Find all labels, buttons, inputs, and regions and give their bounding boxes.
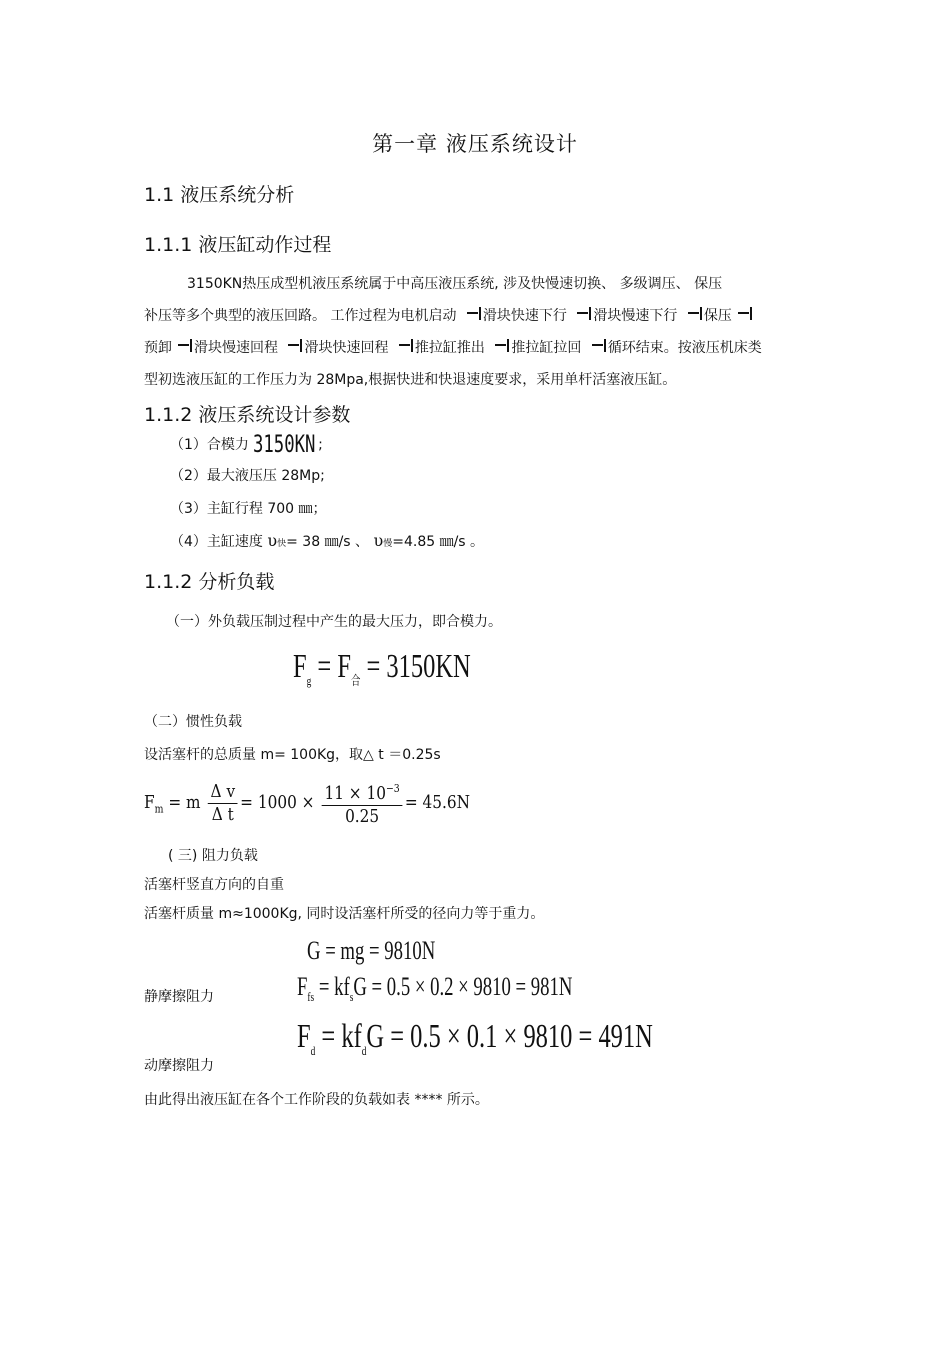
frac-den-2: 0.25 [345,806,380,827]
line2-text-a: 补压等多个典型的液压回路。 工作过程为电机启动 [144,308,457,324]
final-line: 由此得出液压缸在各个工作阶段的负载如表 **** 所示。 [144,1092,489,1108]
eq1-sub-g: g [306,672,312,688]
arrow-icon [577,307,591,321]
velocity-slow-sub: 慢 [383,539,393,549]
param-4-mid: = 38 ㎜/s 、 [286,534,370,550]
param-1-label: （1）合模力 [170,437,249,453]
step-pull-back: 推拉缸拉回 [511,340,582,356]
section-1-1-2-load-heading: 1.1.2 分析负载 [144,571,275,593]
param-1 [170,428,323,461]
eq1-end: = 3150KN [360,648,471,685]
step-slow-return: 滑块慢速回程 [194,340,278,356]
load-item-2: （二）惯性负载 [144,714,242,730]
arrow-icon [178,339,192,353]
arrow-icon [288,339,302,353]
step-end: 循环结束。按液压机床类 [607,340,762,356]
eq5-c: G = 0.5 × 0.1 × 9810 = 491N [366,1018,653,1055]
param-4 [170,525,484,560]
step-hold: 保压 [703,308,732,324]
equation-clamping-force [293,648,540,689]
load-item-2-line: 设活塞杆的总质量 m= 100Kg，取△ t ＝0.25s [144,747,441,763]
paragraph-line-2 [144,300,754,332]
arrow-icon [467,307,481,321]
frac-den: Δ t [211,803,234,825]
eq4-sub2: s [349,989,354,1005]
arrow-icon [688,307,702,321]
frac-num-2 [322,778,402,806]
fraction-value [322,778,402,828]
paragraph-line-1: 3150KN热压成型机液压系统属于中高压液压系统, 涉及快慢速切换、 多级调压、 保压 [187,276,723,292]
eq5-sub: d [310,1042,316,1058]
eq4-a: F [297,972,308,1001]
frac-num-2-sup: −3 [385,782,400,795]
velocity-fast-sub: 快 [277,539,287,549]
equation-inertia [144,778,528,828]
static-friction-label: 静摩擦阻力 [144,989,214,1005]
eq3-text: G = mg = 9810N [307,936,436,965]
chapter-title: 第一章 液压系统设计 [372,132,578,156]
eq1-sub-he: 合 [350,672,361,688]
eq2-eq: = m [163,792,201,813]
load-item-1: （一）外负载压制过程中产生的最大压力，即合模力。 [166,614,502,630]
load-item-3-line-1: 活塞杆竖直方向的自重 [144,877,284,893]
eq4-sub: fs [307,989,315,1005]
eq2-lhs: F [144,792,155,813]
paragraph-line-3 [144,332,762,364]
dynamic-friction-label: 动摩擦阻力 [144,1058,214,1074]
param-1-value: 3150KN [253,430,316,458]
eq5-b: = kf [315,1018,362,1055]
load-item-3: ( 三) 阻力负载 [168,848,258,864]
eq2-end: = 45.6N [404,792,470,813]
step-push-out: 推拉缸推出 [414,340,485,356]
paragraph-line-4: 型初选液压缸的工作压力为 28Mpa,根据快进和快退速度要求，采用单杆活塞液压缸。 [144,372,677,388]
equation-static-friction [297,972,679,1005]
param-4-end: =4.85 ㎜/s 。 [392,534,485,550]
eq4-b: = kf [314,972,350,1001]
step-unload: 预卸 [144,340,172,356]
eq5-a: F [297,1018,311,1055]
velocity-symbol: υ [267,531,278,550]
step-fast-return: 滑块快速回程 [304,340,389,356]
eq4-c: G = 0.5 × 0.2 × 9810 = 981N [353,972,573,1001]
section-1-1-2-params-heading: 1.1.2 液压系统设计参数 [144,404,351,426]
arrow-icon [495,339,509,353]
fraction-dv-dt [208,781,238,826]
param-1-end: ; [318,437,323,453]
arrow-icon [738,307,752,321]
param-3: （3）主缸行程 700 ㎜； [170,501,327,517]
eq1-mid: = F [311,648,351,685]
step-slow-down: 滑块慢速下行 [593,308,678,324]
arrow-icon [399,339,413,353]
eq5-sub2: d [361,1042,367,1058]
section-1-1-heading: 1.1 液压系统分析 [144,184,295,206]
frac-num: Δ v [208,781,238,804]
velocity-symbol: υ [373,531,384,550]
eq2-lhs-sub: m [154,802,164,816]
eq2-mid: = 1000 × [240,792,315,813]
eq1-f: F [293,648,307,685]
equation-dynamic-friction [297,1018,791,1059]
param-2: （2）最大液压压 28Mp; [170,468,325,484]
step-fast-down: 滑块快速下行 [482,308,567,324]
arrow-icon [592,339,606,353]
section-1-1-1-heading: 1.1.1 液压缸动作过程 [144,234,332,256]
param-4-label: （4）主缸速度 [170,534,263,550]
equation-gravity [307,936,485,966]
frac-num-2-text: 11 × 10 [324,783,386,804]
load-item-3-line-2: 活塞杆质量 m≈1000Kg, 同时设活塞杆所受的径向力等于重力。 [144,906,545,922]
